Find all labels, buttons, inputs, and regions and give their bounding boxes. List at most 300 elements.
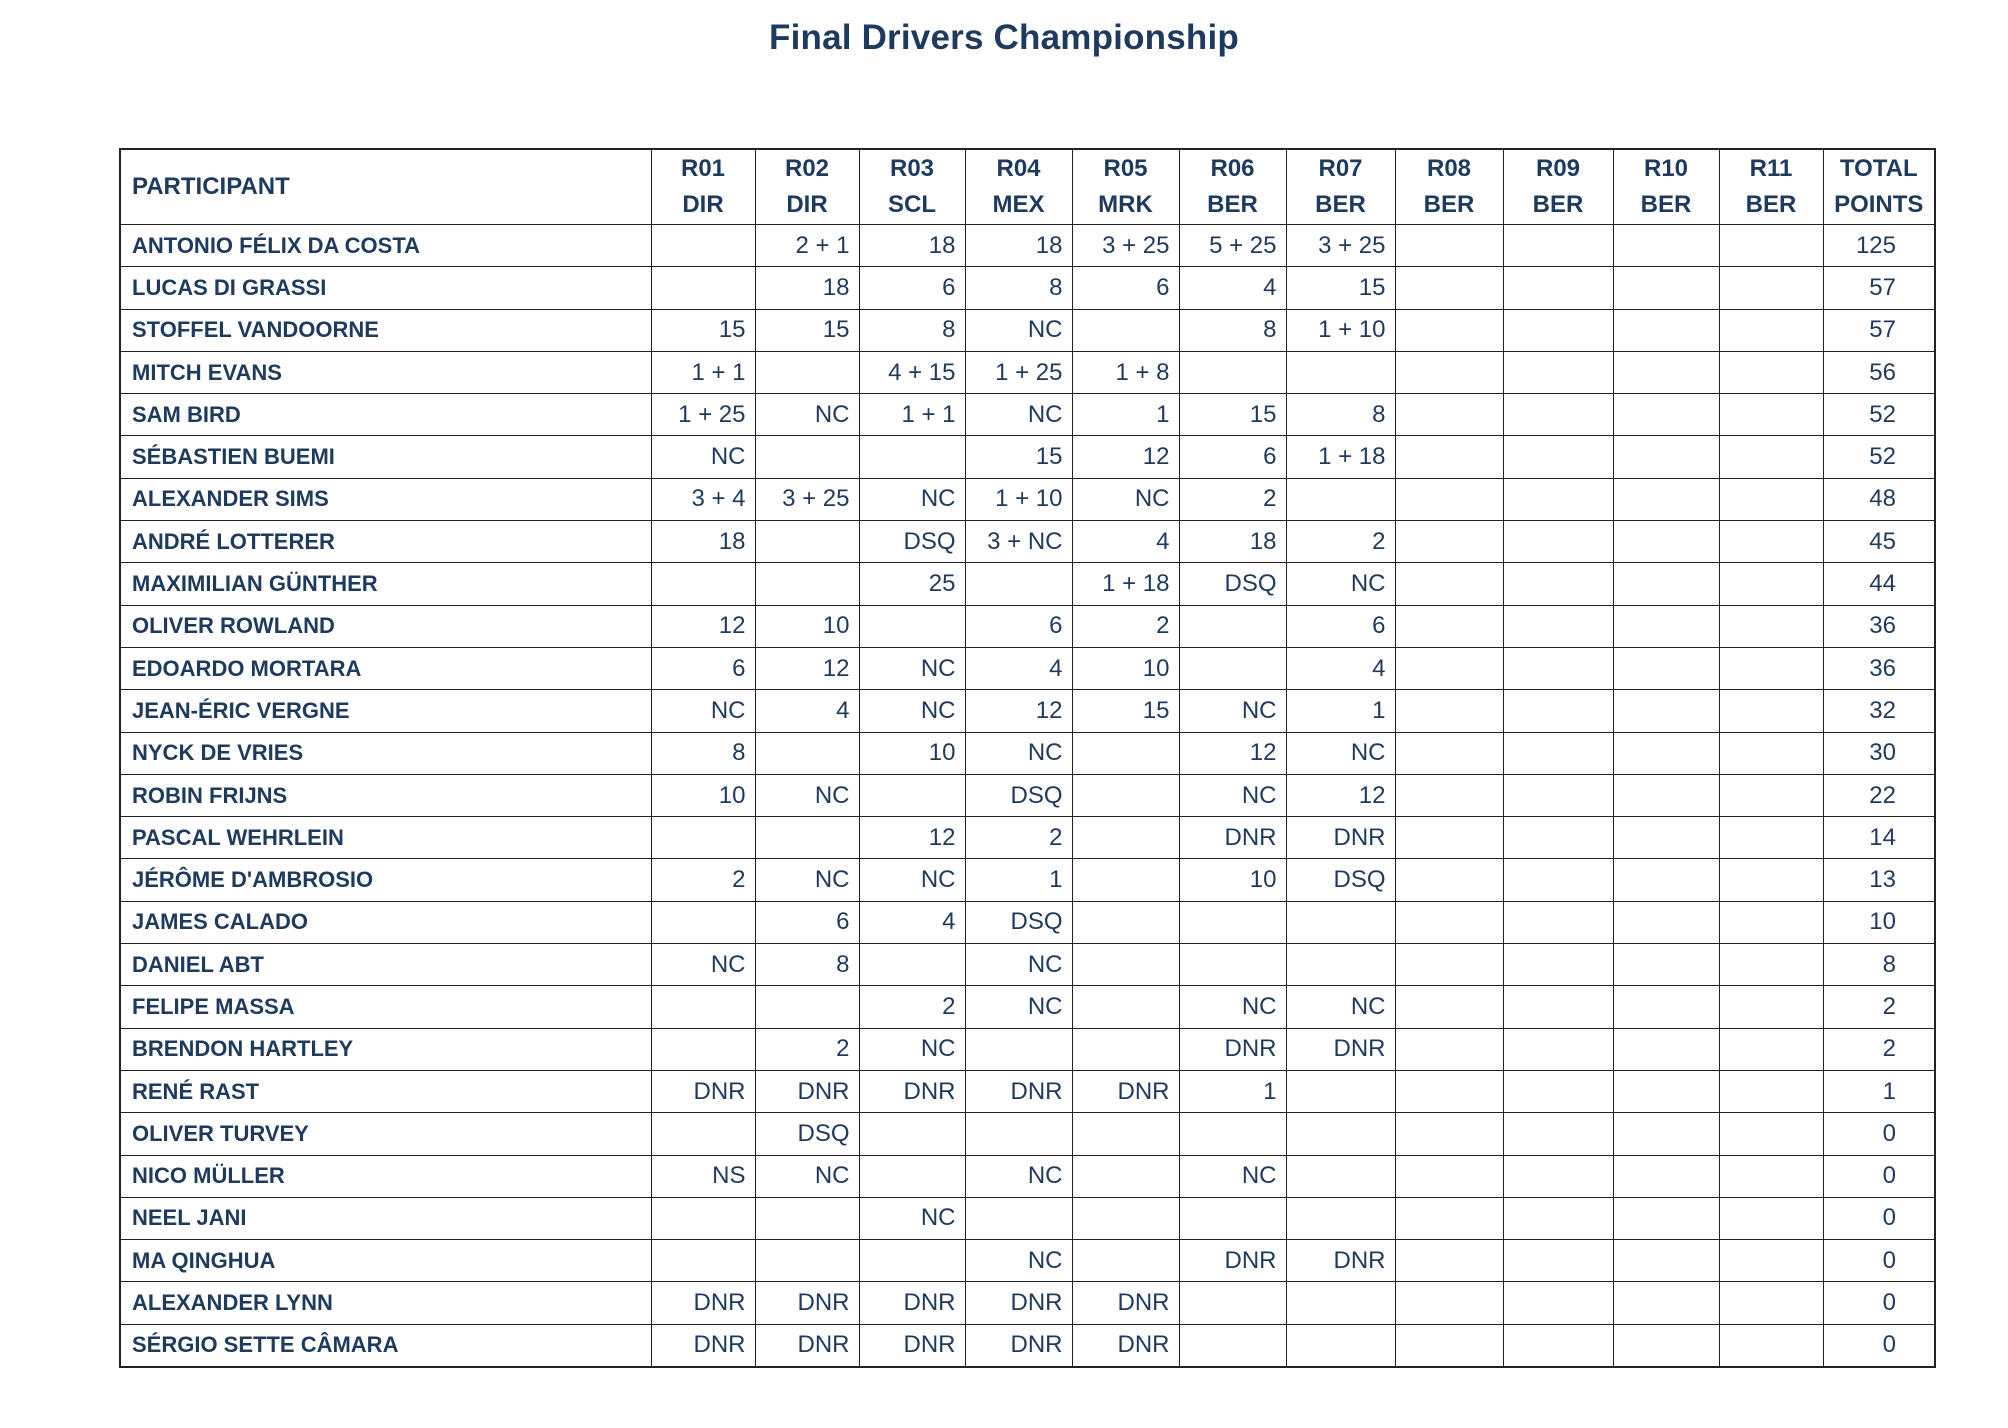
round-venue: BER: [1532, 191, 1584, 218]
round-result-cell: 10: [755, 605, 859, 647]
round-result-cell: DNR: [651, 1070, 755, 1112]
round-result-cell: NC: [859, 859, 965, 901]
round-result-cell: 15: [1179, 394, 1286, 436]
round-result-cell: [1503, 1282, 1613, 1324]
round-result-cell: [1072, 986, 1179, 1028]
round-result-cell: [1719, 1324, 1823, 1367]
round-result-cell: [1503, 267, 1613, 309]
round-result-cell: [1613, 1155, 1719, 1197]
round-result-cell: DNR: [1286, 1240, 1395, 1282]
round-result-cell: [1179, 944, 1286, 986]
round-result-cell: 15: [1072, 690, 1179, 732]
round-result-cell: [1613, 732, 1719, 774]
round-number: R06: [1210, 155, 1255, 182]
round-result-cell: [1719, 1240, 1823, 1282]
total-header-line2: POINTS: [1834, 191, 1924, 218]
round-result-cell: [859, 436, 965, 478]
round-result-cell: 3 + 25: [1072, 225, 1179, 267]
table-body: [120, 225, 1935, 1368]
total-points-cell: 0: [1823, 1197, 1935, 1239]
round-result-cell: 12: [859, 817, 965, 859]
round-result-cell: [859, 774, 965, 816]
round-result-cell: [1395, 1240, 1503, 1282]
round-header-r06: [1179, 149, 1286, 225]
round-result-cell: [1613, 267, 1719, 309]
round-result-cell: 4: [1072, 521, 1179, 563]
round-result-cell: DSQ: [965, 901, 1072, 943]
round-result-cell: [1503, 1070, 1613, 1112]
round-result-cell: [1719, 1113, 1823, 1155]
round-result-cell: [1503, 521, 1613, 563]
round-result-cell: [1395, 774, 1503, 816]
round-result-cell: NC: [859, 690, 965, 732]
round-result-cell: [1613, 1324, 1719, 1367]
round-result-cell: DNR: [1179, 1240, 1286, 1282]
total-points-cell: 30: [1823, 732, 1935, 774]
round-result-cell: NC: [651, 690, 755, 732]
total-points-cell: 45: [1823, 521, 1935, 563]
round-result-cell: [755, 436, 859, 478]
table-row: [120, 351, 1935, 393]
round-result-cell: NC: [1179, 774, 1286, 816]
round-result-cell: [1503, 944, 1613, 986]
round-result-cell: 15: [965, 436, 1072, 478]
round-result-cell: [1179, 1113, 1286, 1155]
table-row: [120, 1282, 1935, 1324]
table-row: [120, 1240, 1935, 1282]
round-result-cell: [1613, 986, 1719, 1028]
round-result-cell: 12: [755, 647, 859, 689]
round-result-cell: DSQ: [965, 774, 1072, 816]
round-result-cell: 1 + 18: [1286, 436, 1395, 478]
round-venue: MRK: [1098, 191, 1153, 218]
standings-table: [119, 148, 1936, 1368]
round-result-cell: [1179, 1324, 1286, 1367]
table-row: [120, 859, 1935, 901]
round-result-cell: 4: [1179, 267, 1286, 309]
round-result-cell: 12: [1179, 732, 1286, 774]
round-result-cell: 12: [1286, 774, 1395, 816]
round-result-cell: 8: [1286, 394, 1395, 436]
round-result-cell: [1395, 436, 1503, 478]
round-result-cell: [1719, 478, 1823, 520]
round-result-cell: [1072, 309, 1179, 351]
participant-name: ANTONIO FÉLIX DA COSTA: [120, 225, 651, 267]
round-result-cell: [1072, 774, 1179, 816]
round-result-cell: [859, 1113, 965, 1155]
round-result-cell: [1395, 690, 1503, 732]
participant-name: JÉRÔME D'AMBROSIO: [120, 859, 651, 901]
round-result-cell: [755, 986, 859, 1028]
round-result-cell: 3 + 25: [755, 478, 859, 520]
round-result-cell: NC: [965, 986, 1072, 1028]
round-result-cell: [859, 1155, 965, 1197]
round-result-cell: [1719, 944, 1823, 986]
table-row: [120, 225, 1935, 267]
total-points-cell: 0: [1823, 1155, 1935, 1197]
participant-name: ANDRÉ LOTTERER: [120, 521, 651, 563]
round-result-cell: [1072, 732, 1179, 774]
round-result-cell: [1719, 774, 1823, 816]
round-result-cell: [1613, 1070, 1719, 1112]
participant-name: JEAN-ÉRIC VERGNE: [120, 690, 651, 732]
round-result-cell: DNR: [1286, 817, 1395, 859]
round-result-cell: [1072, 859, 1179, 901]
round-result-cell: 10: [1179, 859, 1286, 901]
round-result-cell: [859, 1240, 965, 1282]
round-result-cell: NC: [1072, 478, 1179, 520]
round-result-cell: [1719, 563, 1823, 605]
round-result-cell: [1503, 732, 1613, 774]
round-result-cell: [1719, 817, 1823, 859]
round-result-cell: [1613, 1282, 1719, 1324]
round-result-cell: [1613, 351, 1719, 393]
round-result-cell: NC: [1286, 732, 1395, 774]
round-result-cell: NC: [859, 1197, 965, 1239]
participant-name: ROBIN FRIJNS: [120, 774, 651, 816]
round-result-cell: [1719, 859, 1823, 901]
total-points-cell: 0: [1823, 1282, 1935, 1324]
round-result-cell: [965, 1028, 1072, 1070]
total-points-cell: 0: [1823, 1324, 1935, 1367]
round-result-cell: [755, 1240, 859, 1282]
round-result-cell: [755, 563, 859, 605]
round-result-cell: [1503, 563, 1613, 605]
round-result-cell: [965, 1197, 1072, 1239]
participant-name: SÉRGIO SETTE CÂMARA: [120, 1324, 651, 1367]
participant-name: OLIVER ROWLAND: [120, 605, 651, 647]
round-result-cell: [1719, 225, 1823, 267]
round-result-cell: [1395, 563, 1503, 605]
round-result-cell: DNR: [859, 1070, 965, 1112]
round-result-cell: 1 + 10: [965, 478, 1072, 520]
round-result-cell: 3 + 4: [651, 478, 755, 520]
total-points-header: [1823, 149, 1935, 225]
round-result-cell: [1719, 309, 1823, 351]
round-result-cell: [1719, 605, 1823, 647]
participant-name: SAM BIRD: [120, 394, 651, 436]
round-result-cell: [1503, 436, 1613, 478]
round-result-cell: [1613, 859, 1719, 901]
round-result-cell: NC: [1179, 986, 1286, 1028]
round-result-cell: [1503, 986, 1613, 1028]
round-result-cell: DNR: [965, 1070, 1072, 1112]
round-result-cell: [1395, 1028, 1503, 1070]
round-result-cell: [755, 521, 859, 563]
round-venue: BER: [1745, 191, 1797, 218]
participant-name: MA QINGHUA: [120, 1240, 651, 1282]
round-number: R04: [996, 155, 1041, 182]
round-result-cell: [1719, 1155, 1823, 1197]
round-result-cell: DNR: [651, 1324, 755, 1367]
round-result-cell: [1613, 774, 1719, 816]
round-result-cell: [1719, 986, 1823, 1028]
round-result-cell: DNR: [1072, 1070, 1179, 1112]
round-result-cell: [1395, 647, 1503, 689]
round-result-cell: 1: [1179, 1070, 1286, 1112]
round-result-cell: [1503, 225, 1613, 267]
round-result-cell: [1503, 817, 1613, 859]
round-result-cell: DNR: [859, 1282, 965, 1324]
round-result-cell: [1613, 225, 1719, 267]
round-result-cell: DNR: [1179, 817, 1286, 859]
round-result-cell: [1503, 394, 1613, 436]
round-result-cell: 4: [755, 690, 859, 732]
participant-name: NICO MÜLLER: [120, 1155, 651, 1197]
round-result-cell: 2: [1072, 605, 1179, 647]
participant-name: OLIVER TURVEY: [120, 1113, 651, 1155]
table-row: [120, 521, 1935, 563]
table-row: [120, 1113, 1935, 1155]
round-result-cell: [1613, 521, 1719, 563]
round-result-cell: [1719, 1282, 1823, 1324]
round-result-cell: [1286, 944, 1395, 986]
round-number: R08: [1426, 155, 1472, 182]
total-points-cell: 2: [1823, 1028, 1935, 1070]
table-row: [120, 605, 1935, 647]
round-result-cell: [1613, 309, 1719, 351]
round-result-cell: [1613, 944, 1719, 986]
round-result-cell: [1503, 605, 1613, 647]
table-row: [120, 1155, 1935, 1197]
round-result-cell: 1 + 25: [651, 394, 755, 436]
round-result-cell: DNR: [1179, 1028, 1286, 1070]
round-result-cell: [1613, 563, 1719, 605]
round-result-cell: [1719, 690, 1823, 732]
table-row: [120, 817, 1935, 859]
table-row: [120, 732, 1935, 774]
participant-name: NEEL JANI: [120, 1197, 651, 1239]
round-result-cell: [1719, 732, 1823, 774]
table-row: [120, 901, 1935, 943]
table-row: [120, 394, 1935, 436]
round-result-cell: 1: [965, 859, 1072, 901]
round-result-cell: [1613, 647, 1719, 689]
round-result-cell: [1503, 859, 1613, 901]
round-result-cell: NC: [859, 478, 965, 520]
table-row: [120, 1324, 1935, 1367]
round-result-cell: NC: [755, 859, 859, 901]
round-result-cell: 8: [755, 944, 859, 986]
table-row: [120, 267, 1935, 309]
round-result-cell: [1503, 309, 1613, 351]
round-venue: SCL: [888, 191, 936, 218]
round-result-cell: 4 + 15: [859, 351, 965, 393]
round-result-cell: [1286, 351, 1395, 393]
round-result-cell: [1503, 1240, 1613, 1282]
round-header-r07: [1286, 149, 1395, 225]
round-result-cell: [1613, 394, 1719, 436]
round-result-cell: 18: [755, 267, 859, 309]
round-result-cell: 2: [1286, 521, 1395, 563]
round-result-cell: 4: [1286, 647, 1395, 689]
round-result-cell: NC: [1286, 986, 1395, 1028]
round-result-cell: 1 + 25: [965, 351, 1072, 393]
round-result-cell: 2: [651, 859, 755, 901]
round-result-cell: DNR: [755, 1070, 859, 1112]
participant-name: JAMES CALADO: [120, 901, 651, 943]
round-result-cell: DSQ: [1179, 563, 1286, 605]
participant-name: MITCH EVANS: [120, 351, 651, 393]
round-result-cell: DSQ: [1286, 859, 1395, 901]
round-result-cell: [1719, 267, 1823, 309]
round-number: R05: [1103, 155, 1148, 182]
round-result-cell: [1395, 1155, 1503, 1197]
round-result-cell: [1503, 690, 1613, 732]
round-number: R07: [1318, 155, 1363, 182]
round-result-cell: [1179, 901, 1286, 943]
round-result-cell: [1286, 1113, 1395, 1155]
round-result-cell: [1395, 817, 1503, 859]
round-result-cell: 1 + 8: [1072, 351, 1179, 393]
round-result-cell: [651, 1197, 755, 1239]
round-result-cell: DNR: [965, 1282, 1072, 1324]
total-points-cell: 57: [1823, 267, 1935, 309]
table-row: [120, 690, 1935, 732]
participant-name: FELIPE MASSA: [120, 986, 651, 1028]
round-result-cell: DNR: [651, 1282, 755, 1324]
round-result-cell: [1503, 901, 1613, 943]
participant-name: RENÉ RAST: [120, 1070, 651, 1112]
round-venue: DIR: [786, 191, 828, 218]
round-number: R01: [680, 155, 726, 182]
round-result-cell: [1395, 394, 1503, 436]
table-row: [120, 1197, 1935, 1239]
round-result-cell: [1286, 901, 1395, 943]
total-points-cell: 0: [1823, 1240, 1935, 1282]
round-result-cell: [1719, 1028, 1823, 1070]
participant-name: BRENDON HARTLEY: [120, 1028, 651, 1070]
round-venue: BER: [1640, 191, 1692, 218]
round-result-cell: [1395, 732, 1503, 774]
table-row: [120, 478, 1935, 520]
round-result-cell: 6: [651, 647, 755, 689]
round-header-r08: [1395, 149, 1503, 225]
round-result-cell: [1613, 1028, 1719, 1070]
round-result-cell: 18: [1179, 521, 1286, 563]
table-row: [120, 986, 1935, 1028]
round-result-cell: [1503, 774, 1613, 816]
round-result-cell: [651, 267, 755, 309]
round-result-cell: 2: [859, 986, 965, 1028]
round-result-cell: NC: [1179, 1155, 1286, 1197]
round-result-cell: 6: [1286, 605, 1395, 647]
round-result-cell: 10: [859, 732, 965, 774]
round-result-cell: [651, 986, 755, 1028]
page-title: Final Drivers Championship: [768, 18, 1239, 57]
round-result-cell: [1179, 1282, 1286, 1324]
round-result-cell: [1395, 478, 1503, 520]
total-points-cell: 52: [1823, 436, 1935, 478]
round-result-cell: [1395, 1113, 1503, 1155]
round-result-cell: [1395, 1197, 1503, 1239]
round-header-r04: [965, 149, 1072, 225]
round-result-cell: 12: [651, 605, 755, 647]
round-result-cell: 4: [965, 647, 1072, 689]
round-result-cell: 5 + 25: [1179, 225, 1286, 267]
participant-header: PARTICIPANT: [120, 149, 651, 225]
round-result-cell: [1503, 1197, 1613, 1239]
round-header-r10: [1613, 149, 1719, 225]
round-number: R03: [889, 155, 935, 182]
round-result-cell: DNR: [1072, 1324, 1179, 1367]
round-result-cell: [1719, 351, 1823, 393]
round-result-cell: NC: [965, 1240, 1072, 1282]
round-result-cell: NC: [755, 394, 859, 436]
round-result-cell: [1179, 351, 1286, 393]
round-result-cell: [1072, 1197, 1179, 1239]
round-result-cell: 1 + 10: [1286, 309, 1395, 351]
round-result-cell: [1072, 901, 1179, 943]
round-result-cell: [1395, 944, 1503, 986]
round-result-cell: [1395, 351, 1503, 393]
round-result-cell: NC: [1286, 563, 1395, 605]
round-header-r03: [859, 149, 965, 225]
round-result-cell: [1395, 1324, 1503, 1367]
round-result-cell: 3 + NC: [965, 521, 1072, 563]
round-venue: DIR: [682, 191, 724, 218]
round-result-cell: 8: [859, 309, 965, 351]
round-result-cell: 6: [1179, 436, 1286, 478]
round-result-cell: [1395, 986, 1503, 1028]
round-venue: MEX: [992, 191, 1045, 218]
total-points-cell: 36: [1823, 647, 1935, 689]
table-row: [120, 647, 1935, 689]
round-result-cell: NC: [651, 944, 755, 986]
round-venue: BER: [1423, 191, 1475, 218]
round-result-cell: [755, 732, 859, 774]
round-result-cell: [1395, 1282, 1503, 1324]
round-result-cell: [1503, 351, 1613, 393]
round-header-r02: [755, 149, 859, 225]
total-points-cell: 10: [1823, 901, 1935, 943]
round-result-cell: 1 + 1: [859, 394, 965, 436]
round-result-cell: 8: [651, 732, 755, 774]
round-result-cell: [1286, 1324, 1395, 1367]
round-result-cell: 10: [1072, 647, 1179, 689]
total-points-cell: 32: [1823, 690, 1935, 732]
round-result-cell: [1395, 309, 1503, 351]
round-result-cell: 2: [755, 1028, 859, 1070]
round-result-cell: 1 + 18: [1072, 563, 1179, 605]
round-result-cell: NC: [965, 944, 1072, 986]
total-points-cell: 52: [1823, 394, 1935, 436]
round-result-cell: 18: [651, 521, 755, 563]
round-result-cell: DNR: [1072, 1282, 1179, 1324]
round-result-cell: DNR: [965, 1324, 1072, 1367]
round-result-cell: 3 + 25: [1286, 225, 1395, 267]
participant-name: ALEXANDER LYNN: [120, 1282, 651, 1324]
round-result-cell: [1286, 478, 1395, 520]
round-result-cell: 12: [1072, 436, 1179, 478]
round-result-cell: DSQ: [859, 521, 965, 563]
total-points-cell: 2: [1823, 986, 1935, 1028]
round-result-cell: 6: [859, 267, 965, 309]
round-result-cell: [1613, 1240, 1719, 1282]
participant-name: LUCAS DI GRASSI: [120, 267, 651, 309]
table-row: [120, 1028, 1935, 1070]
round-result-cell: [1395, 225, 1503, 267]
round-result-cell: [1503, 478, 1613, 520]
total-points-cell: 57: [1823, 309, 1935, 351]
round-result-cell: NS: [651, 1155, 755, 1197]
round-result-cell: [1719, 1070, 1823, 1112]
round-number: R02: [784, 155, 830, 182]
round-result-cell: 1: [1286, 690, 1395, 732]
round-result-cell: [1395, 901, 1503, 943]
total-points-cell: 1: [1823, 1070, 1935, 1112]
participant-name: DANIEL ABT: [120, 944, 651, 986]
